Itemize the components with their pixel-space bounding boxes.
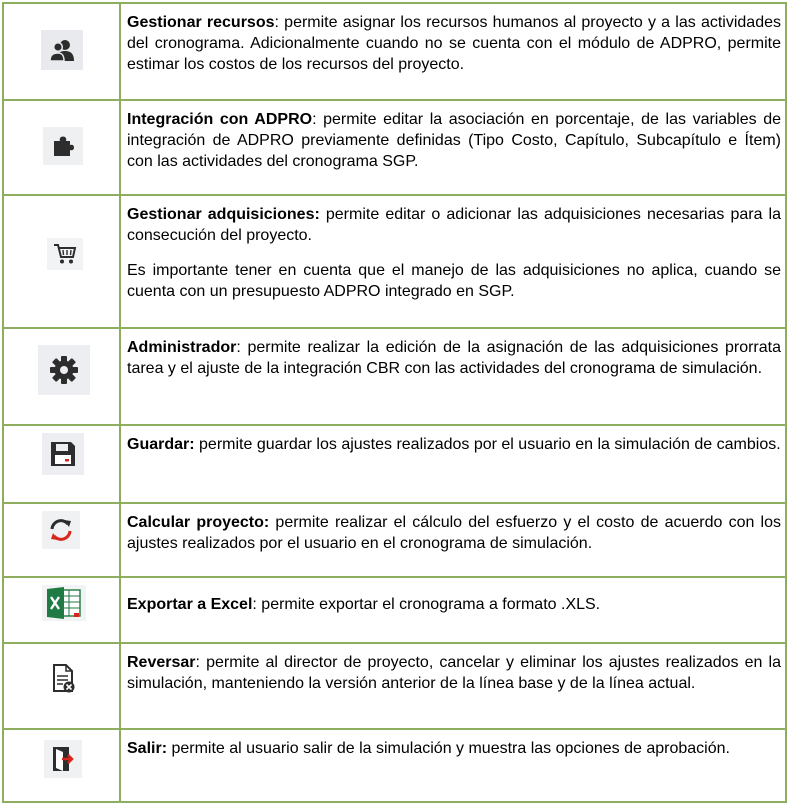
- item-title: Gestionar adquisiciones:: [127, 206, 320, 223]
- description-cell: Integración con ADPRO: permite editar la asociación en porcentaje, de las variables de integración de ADPRO previamente definidas (Tipo Costo, Capítulo, Subcapítulo e Ítem) con las actividades del cronograma SGP.: [120, 100, 786, 195]
- icon-cell: [3, 503, 120, 577]
- description-cell: [120, 503, 786, 577]
- users-icon: [41, 30, 83, 70]
- gear-icon: [38, 345, 90, 395]
- table-row: [3, 100, 786, 195]
- item-note: Es importante tener en cuenta que el manejo de las adquisiciones no aplica, cuando se cuenta con un presupuesto ADPRO integrado en SGP.: [127, 262, 781, 300]
- item-description: permite realizar la edición de la asignación de las adquisiciones prorrata tarea y el ajuste de la integración CBR con las actividades del cronograma de simulación.: [127, 339, 781, 377]
- puzzle-icon: [43, 127, 83, 165]
- table-row: [3, 195, 786, 328]
- table-row: [3, 503, 786, 577]
- icon-cell: [3, 425, 120, 503]
- item-title: Guardar:: [127, 436, 195, 453]
- item-description: permite al usuario salir de la simulación y muestra las opciones de aprobación.: [167, 740, 730, 757]
- item-title: Administrador: [127, 339, 237, 356]
- item-description: permite editar la asociación en porcentaje, de las variables de integración de ADPRO previamente definidas (Tipo Costo, Capítulo, Subcapítulo e Ítem) con las actividades del cronograma SGP.: [127, 111, 782, 170]
- item-title: Integración con ADPRO: [127, 111, 313, 128]
- table-row: [3, 328, 786, 425]
- icon-cell: [3, 3, 120, 100]
- description-cell: [120, 425, 786, 503]
- table-row: [3, 643, 786, 729]
- item-description: permite asignar los recursos humanos al proyecto y a las actividades del cronograma. Adicionalmente cuando no se cuenta con el módulo de ADPRO, permite estimar los costos de los recursos del proyecto.: [127, 14, 781, 73]
- item-description: permite guardar los ajustes realizados por el usuario en la simulación de cambios.: [194, 436, 781, 453]
- icon-cell: [3, 100, 120, 195]
- refresh-icon: [42, 511, 80, 549]
- item-description: permite editar o adicionar las adquisiciones necesarias para la consecución del proyecto.: [127, 206, 782, 244]
- save-icon: [42, 433, 84, 475]
- excel-icon: [42, 585, 86, 621]
- table-row: [3, 729, 786, 802]
- cart-icon: [47, 238, 83, 270]
- document-cancel-icon: [49, 662, 79, 696]
- toolbar-description-table: [2, 2, 787, 803]
- item-title: Reversar: [127, 654, 196, 671]
- description-cell: [120, 195, 786, 328]
- description-cell: [120, 729, 786, 802]
- item-description: permite exportar el cronograma a formato .XLS.: [256, 596, 601, 613]
- icon-cell: [3, 195, 120, 328]
- icon-cell: [3, 643, 120, 729]
- table-row: [3, 577, 786, 643]
- exit-icon: [44, 740, 82, 778]
- item-title: Exportar a Excel: [127, 596, 253, 613]
- description-cell: Administrador: permite realizar la edición de la asignación de las adquisiciones prorrata tarea y el ajuste de la integración CBR con las actividades del cronograma de simulación.: [120, 328, 786, 425]
- table-row: [3, 3, 786, 100]
- item-description: permite realizar el cálculo del esfuerzo y el costo de acuerdo con los ajustes realizados por el usuario en el cronograma de simulación.: [127, 514, 782, 552]
- item-title: Calcular proyecto:: [127, 514, 270, 531]
- icon-cell: [3, 729, 120, 802]
- item-title: Gestionar recursos: [127, 14, 275, 31]
- icon-cell: [3, 328, 120, 425]
- description-cell: Reversar: permite al director de proyecto, cancelar y eliminar los ajustes realizados en la simulación, manteniendo la versión anterior de la línea base y de la línea actual.: [120, 643, 786, 729]
- table-row: [3, 425, 786, 503]
- icon-cell: [3, 577, 120, 643]
- description-cell: Exportar a Excel: permite exportar el cronograma a formato .XLS.: [120, 577, 786, 643]
- description-cell: Gestionar recursos: permite asignar los recursos humanos al proyecto y a las actividades del cronograma. Adicionalmente cuando no se cuenta con el módulo de ADPRO, permite estimar los costos de los recursos del proyecto.: [120, 3, 786, 100]
- item-title: Salir:: [127, 740, 168, 757]
- item-description: permite al director de proyecto, cancelar y eliminar los ajustes realizados en la simulación, manteniendo la versión anterior de la línea base y de la línea actual.: [127, 654, 781, 692]
